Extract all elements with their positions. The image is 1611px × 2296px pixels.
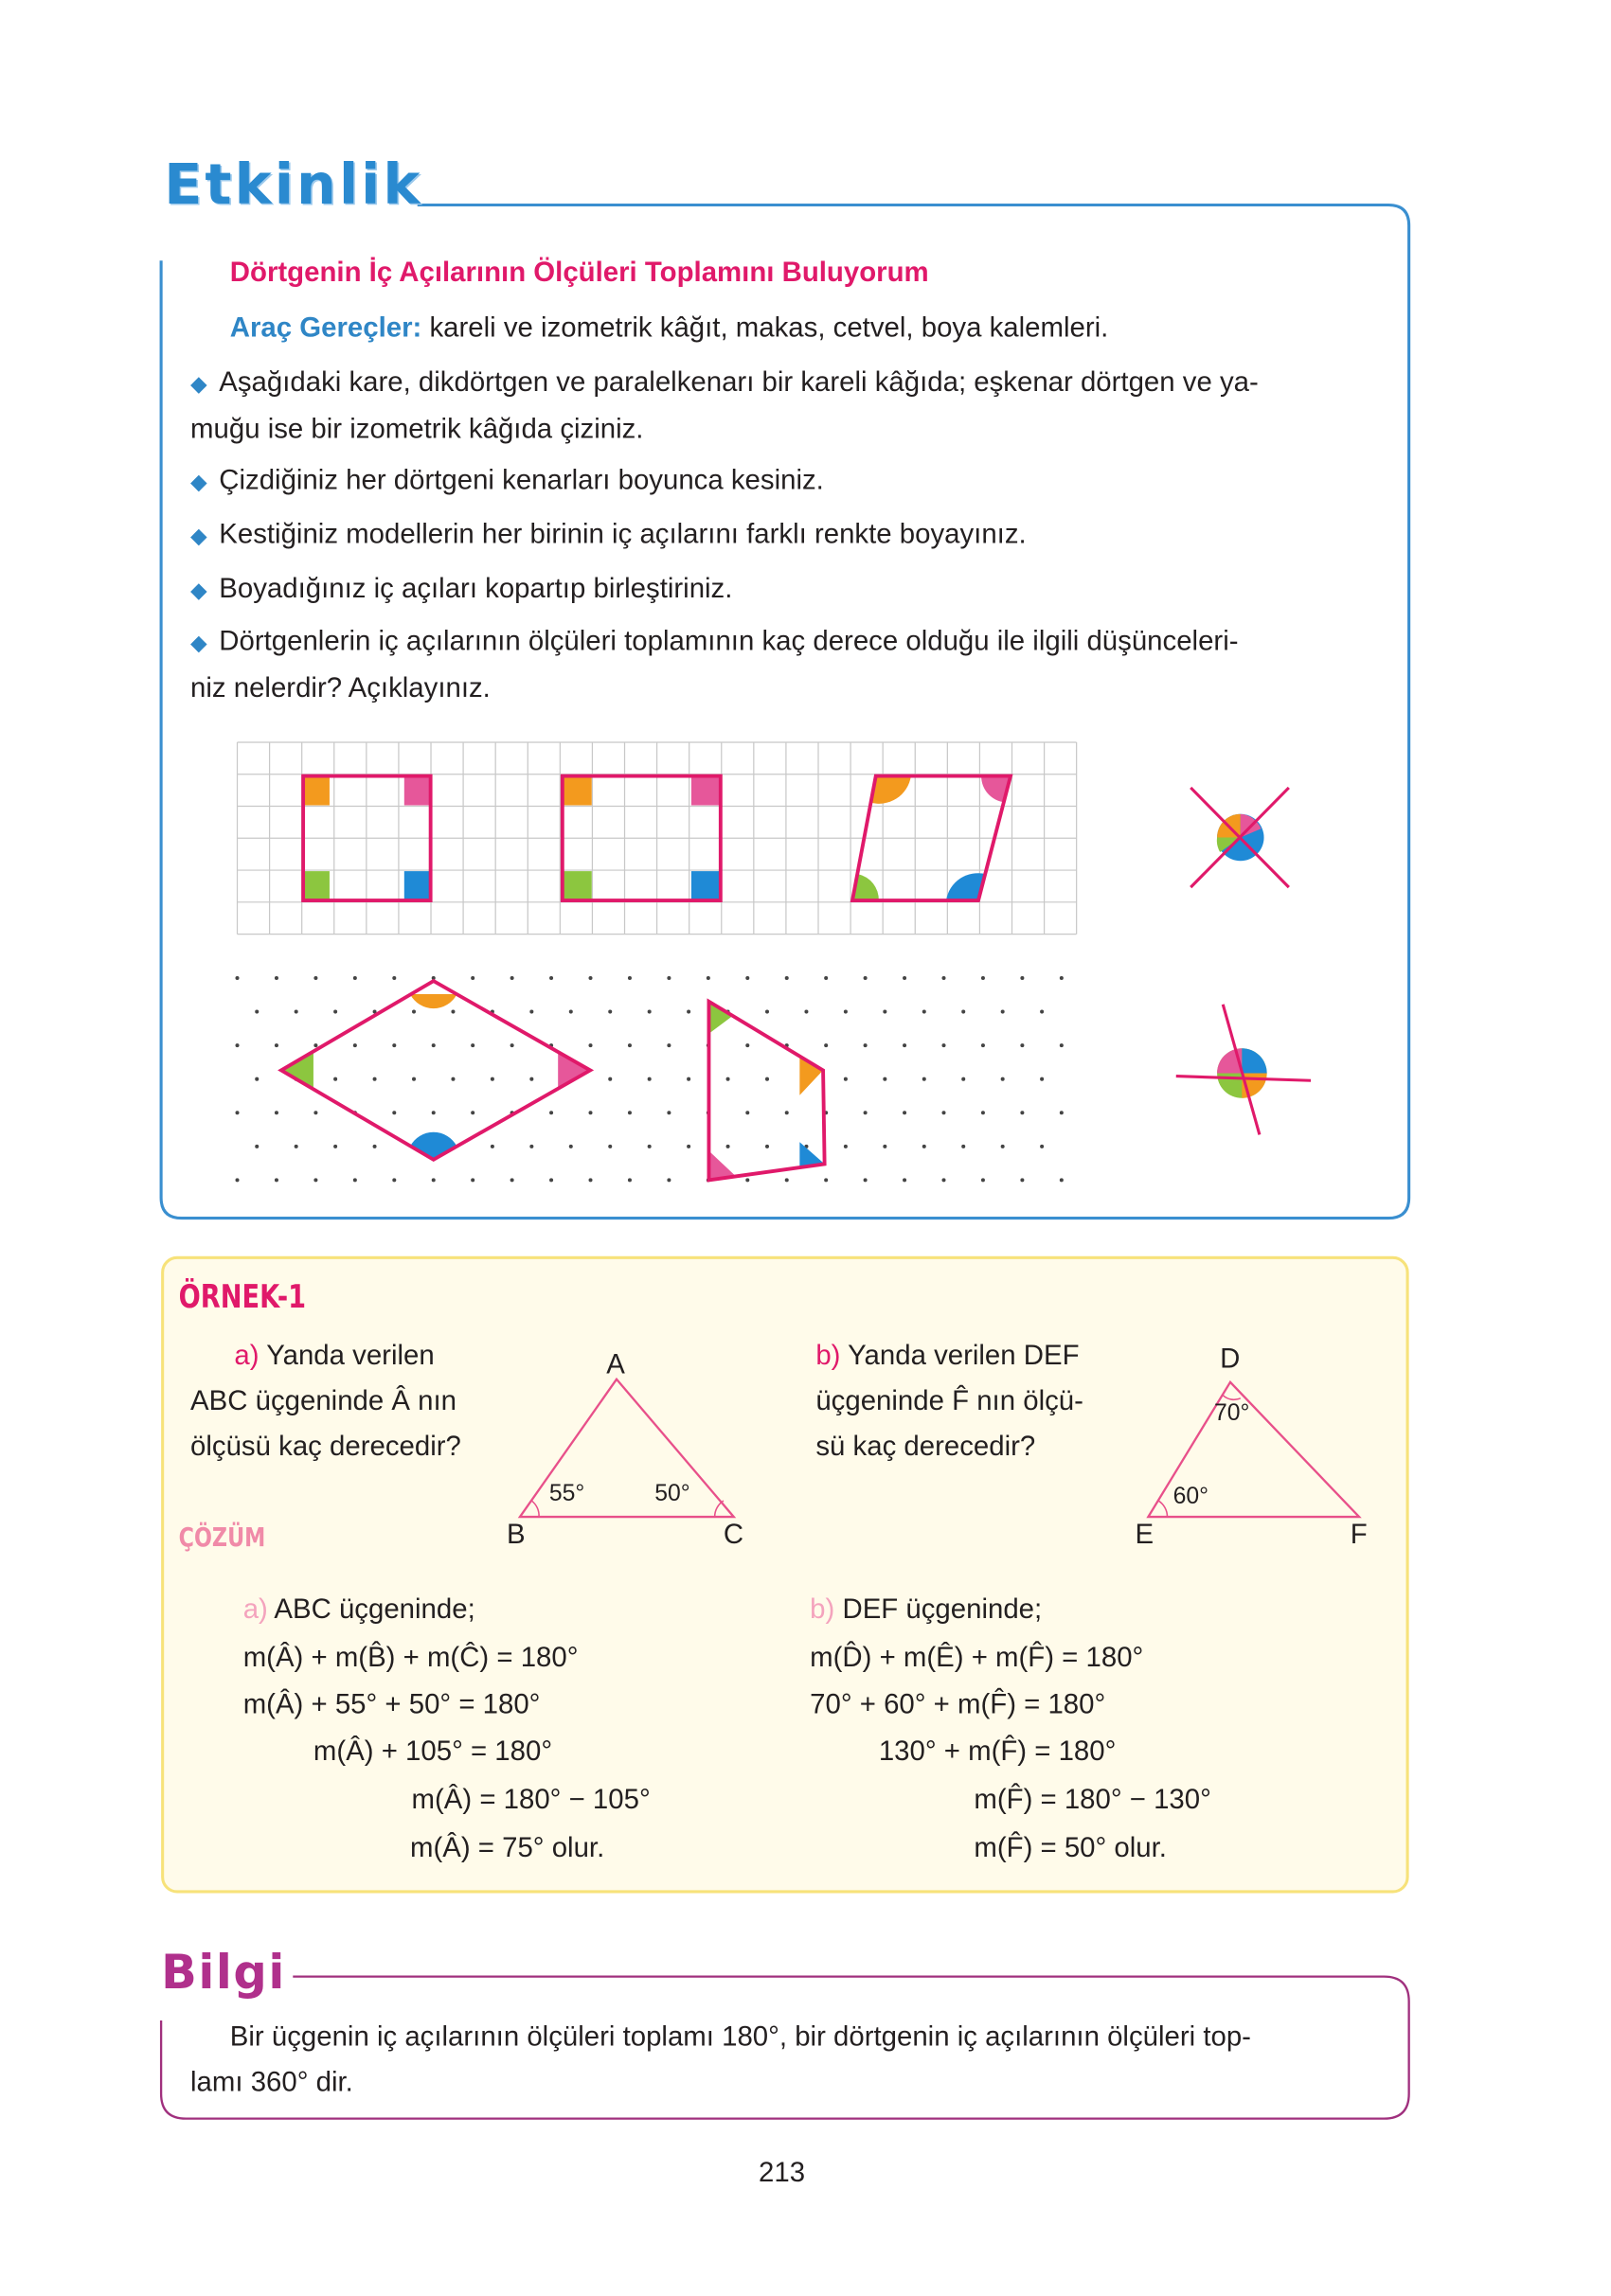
question-b-line3: sü kaç derecedir? bbox=[815, 1432, 1036, 1463]
solution-a-line: m(Â) = 75° olur. bbox=[409, 1833, 605, 1864]
vertex-f: F bbox=[1350, 1520, 1368, 1551]
solution-b-line: 130° + m(F̂) = 180° bbox=[878, 1736, 1117, 1768]
solution-b-head: b) DEF üçgeninde; bbox=[810, 1594, 1043, 1626]
solution-b-line: m(F̂) = 50° olur. bbox=[974, 1833, 1167, 1864]
solution-b-line: m(D̂) + m(Ê) + m(F̂) = 180° bbox=[810, 1643, 1144, 1674]
isometric-shapes bbox=[281, 981, 1311, 1180]
question-a-line3: ölçüsü kaç derecedir? bbox=[190, 1432, 461, 1463]
info-line2: lamı 360° dir. bbox=[190, 2067, 353, 2098]
question-a-line1: a) Yanda verilen bbox=[234, 1341, 435, 1372]
square-grid-paper bbox=[238, 742, 1077, 934]
step-4: ◆ Boyadığınız iç açıları kopartıp birleştiriniz. bbox=[190, 574, 733, 605]
info-heading: Bilgi bbox=[161, 1944, 286, 2001]
solution-b-line: 70° + 60° + m(F̂) = 180° bbox=[810, 1689, 1106, 1721]
materials-label: Araç Gereçler: bbox=[229, 312, 422, 345]
step-1: ◆ Aşağıdaki kare, dikdörtgen ve paralelkenarı bir kareli kâğıda; eşkenar dörtgen ve ya- bbox=[190, 367, 1259, 399]
step-5: ◆ Dörtgenlerin iç açılarının ölçüleri toplamının kaç derece olduğu ile ilgili düşünceleri- bbox=[190, 626, 1239, 658]
vertex-d: D bbox=[1220, 1344, 1241, 1376]
question-b-line2: üçgeninde F̂ nın ölçü- bbox=[815, 1386, 1083, 1417]
step-2: ◆ Çizdiğiniz her dörtgeni kenarları boyunca kesiniz. bbox=[190, 465, 824, 497]
activity-title: Dörtgenin İç Açılarının Ölçüleri Toplamını Buluyorum bbox=[229, 258, 929, 289]
solution-a-line: m(Â) = 180° − 105° bbox=[411, 1785, 651, 1816]
angle-b: 55° bbox=[548, 1481, 585, 1507]
question-a-line2: ABC üçgeninde Â nın bbox=[190, 1386, 456, 1417]
example-title: ÖRNEK-1 bbox=[178, 1279, 307, 1317]
isometric-dot-paper bbox=[236, 976, 1064, 1182]
solution-label: ÇÖZÜM bbox=[178, 1522, 266, 1554]
vertex-c: C bbox=[723, 1520, 744, 1551]
angle-c: 50° bbox=[654, 1481, 690, 1507]
question-b-line1: b) Yanda verilen DEF bbox=[815, 1341, 1080, 1372]
step-1-cont: muğu ise bir izometrik kâğıda çiziniz. bbox=[190, 414, 644, 446]
solution-a-head: a) ABC üçgeninde; bbox=[242, 1594, 475, 1626]
vertex-b: B bbox=[507, 1520, 526, 1551]
solution-b-line: m(F̂) = 180° − 130° bbox=[974, 1785, 1211, 1816]
vertex-e: E bbox=[1135, 1520, 1155, 1551]
activity-heading: Etkinlik bbox=[164, 151, 423, 217]
solution-a-line: m(Â) + 55° + 50° = 180° bbox=[242, 1689, 541, 1721]
materials-text: kareli ve izometrik kâğıt, makas, cetvel, boya kalemleri. bbox=[429, 312, 1109, 345]
info-line1: Bir üçgenin iç açılarının ölçüleri toplamı 180°, bir dörtgenin iç açılarının ölçüleri top- bbox=[229, 2021, 1251, 2054]
angle-e: 60° bbox=[1172, 1485, 1209, 1510]
step-5-cont: niz nelerdir? Açıklayınız. bbox=[190, 673, 491, 704]
page-number: 213 bbox=[759, 2158, 806, 2189]
materials bbox=[230, 313, 1109, 346]
solution-a-line: m(Â) + 105° = 180° bbox=[313, 1736, 553, 1768]
vertex-a: A bbox=[606, 1349, 625, 1381]
angle-d: 70° bbox=[1213, 1400, 1250, 1427]
solution-a-line: m(Â) + m(B̂) + m(Ĉ) = 180° bbox=[242, 1643, 579, 1674]
step-3: ◆ Kestiğiniz modellerin her birinin iç açılarını farklı renkte boyayınız. bbox=[190, 519, 1027, 551]
